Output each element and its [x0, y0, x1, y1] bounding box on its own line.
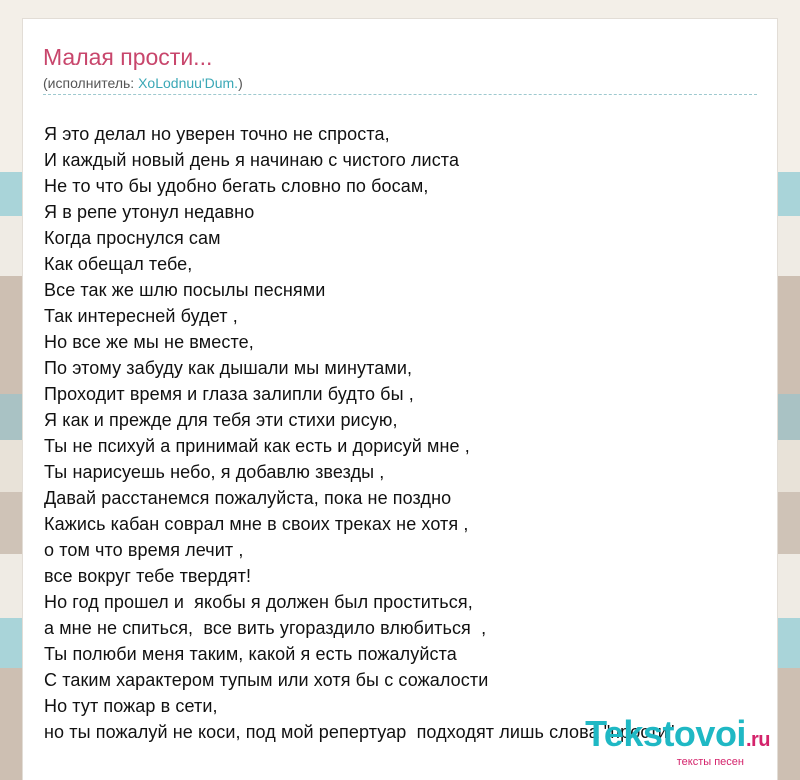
- lyric-line: Как обещал тебе,: [44, 254, 193, 274]
- lyric-line: Но тут пожар в сети,: [44, 696, 218, 716]
- artist-line: [43, 74, 243, 92]
- lyric-line: Не то что бы удобно бегать словно по босам,: [44, 176, 429, 196]
- lyric-line: Я это делал но уверен точно не спроста,: [44, 124, 390, 144]
- lyric-line: Я в репе утонул недавно: [44, 202, 255, 222]
- lyrics-card: [22, 18, 778, 780]
- title-divider: [43, 94, 757, 95]
- lyric-line: о том что время лечит ,: [44, 540, 244, 560]
- lyric-line: Я как и прежде для тебя эти стихи рисую,: [44, 410, 398, 430]
- lyric-line: Когда проснулся сам: [44, 228, 221, 248]
- song-title: Малая прости...: [43, 44, 213, 70]
- lyric-line: Ты нарисуешь небо, я добавлю звезды ,: [44, 462, 385, 482]
- lyric-line: Но год прошел и якобы я должен был проститься,: [44, 592, 473, 612]
- tekstovoi-logo[interactable]: [585, 713, 770, 768]
- logo-tld: .ru: [745, 729, 770, 751]
- lyric-line: Так интересней будет ,: [44, 306, 238, 326]
- lyric-line: Все так же шлю посылы песнями: [44, 280, 326, 300]
- artist-suffix: ): [238, 75, 243, 91]
- lyric-line: Кажись кабан соврал мне в своих треках не хотя ,: [44, 514, 469, 534]
- lyric-line: Но все же мы не вместе,: [44, 332, 254, 352]
- artist-prefix: (исполнитель:: [43, 75, 139, 91]
- lyric-line: Проходит время и глаза залипли будто бы ,: [44, 384, 414, 404]
- logo-wordmark: [585, 713, 770, 758]
- lyric-line: Давай расстанемся пожалуйста, пока не поздно: [44, 488, 452, 508]
- artist-link[interactable]: XoLodnuu'Dum.: [138, 75, 239, 91]
- lyric-line: но ты пожалуй не коси, под мой репертуар подходят лишь слова "прости": [44, 722, 675, 742]
- lyric-line: а мне не спиться, все вить угораздило влюбиться ,: [44, 618, 487, 638]
- lyric-line: все вокруг тебе твердят!: [44, 566, 252, 586]
- lyric-line: С таким характером тупым или хотя бы с сожалости: [44, 670, 489, 690]
- logo-word: Tekstovoi: [585, 713, 746, 754]
- logo-tagline: тексты песен: [676, 756, 744, 768]
- lyrics-text: [44, 121, 674, 745]
- lyric-line: Ты полюби меня таким, какой я есть пожалуйста: [44, 644, 457, 664]
- lyric-line: И каждый новый день я начинаю с чистого листа: [44, 150, 460, 170]
- lyric-line: Ты не психуй а принимай как есть и дорисуй мне ,: [44, 436, 470, 456]
- lyric-line: По этому забуду как дышали мы минутами,: [44, 358, 413, 378]
